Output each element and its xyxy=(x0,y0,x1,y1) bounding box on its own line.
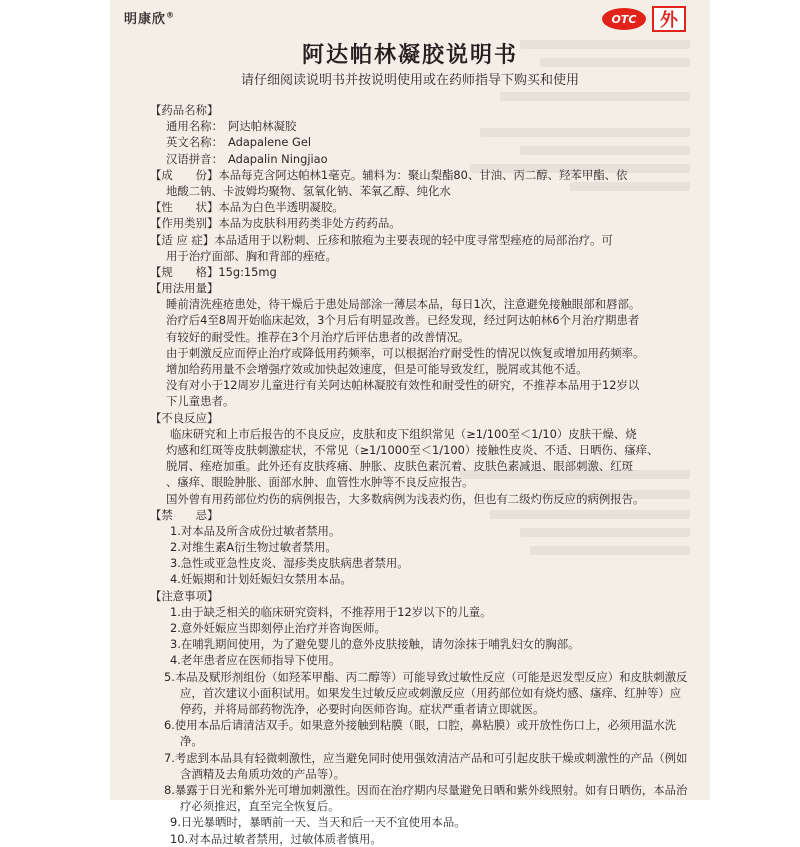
category-row: 【作用类别】本品为皮肤科用药类非处方药药品。 xyxy=(150,216,401,231)
precaution-item: 4.老年患者应在医师指导下使用。 xyxy=(170,653,341,668)
leaflet-sheet xyxy=(110,0,710,846)
usage-line: 睡前清洗痤疮患处，待干燥后于患处局部涂一薄层本品，每日1次，注意避免接触眼部和唇部。 xyxy=(166,297,641,312)
contraindication-item: 3.急性或亚急性皮炎、湿疹类皮肤病患者禁用。 xyxy=(170,556,409,571)
composition-row: 【成 份】本品每克含阿达帕林1毫克。辅料为：聚山梨酯80、甘油、丙二醇、羟苯甲酯、依 xyxy=(150,167,628,182)
section-header-contraindications: 【禁 忌】 xyxy=(150,507,219,522)
composition-row-2: 地酸二钠、卡波姆均聚物、氢氧化钠、苯氧乙醇、纯化水 xyxy=(166,183,451,198)
adverse-line: 脱屑、痤疮加重。此外还有皮肤疼痛、肿胀、皮肤色素沉着、皮肤色素减退、眼部刺激、红斑 xyxy=(166,459,634,474)
brand-logo: 明康欣® xyxy=(124,10,176,27)
usage-line: 增加给药用量不会增强疗效或加快起效速度，但是可能导致发红，脱屑或其他不适。 xyxy=(166,362,588,376)
contraindication-item: 2.对维生素A衍生物过敏者禁用。 xyxy=(170,540,337,555)
indications-row: 【适 应 症】本品适用于以粉刺、丘疹和脓疱为主要表现的轻中度寻常型痤疮的局部治疗。可 xyxy=(150,232,613,247)
character-row: 【性 状】本品为白色半透明凝胶。 xyxy=(150,200,344,215)
usage-line: 下儿童患者。 xyxy=(166,394,235,409)
precaution-item: 6.使用本品后请清洁双手。如果意外接触到粘膜（眼，口腔，鼻粘膜）或开放性伤口上，必须用温水洗净。 xyxy=(164,718,677,749)
page-subtitle: 请仔细阅读说明书并按说明使用或在药师指导下购买和使用 xyxy=(240,73,579,88)
section-header-drug-name: 【药品名称】 xyxy=(150,103,219,117)
precaution-item: 10.对本品过敏者禁用，过敏体质者慎用。 xyxy=(170,831,382,846)
usage-line: 有较好的耐受性。推荐在3个月治疗后评估患者的改善情况。 xyxy=(166,329,470,344)
precaution-item: 2.意外妊娠应当即刻停止治疗并咨询医师。 xyxy=(170,621,386,635)
usage-line: 由于刺激反应而停止治疗或降低用药频率，可以根据治疗耐受性的情况以恢复或增加用药频率。 xyxy=(166,345,645,360)
section-header-usage: 【用法用量】 xyxy=(150,281,219,296)
precaution-item: 5.本品及赋形剂组份（如羟苯甲酯、丙二醇等）可能导致过敏性反应（可能是迟发型反应）和皮肤刺激反应，首次建议小面积试用。如果发生过敏反应或刺激反应（用药部位如有烧灼感、瘙痒、红肿等）应停药，并将局部药物洗净，必要时向医师咨询。症状严重者请立即就医。 xyxy=(164,669,688,716)
indications-row-2: 用于治疗面部、胸和背部的痤疮。 xyxy=(166,248,337,263)
section-header-precautions: 【注意事项】 xyxy=(150,588,219,603)
precaution-item: 1.由于缺乏相关的临床研究资料，不推荐用于12岁以下的儿童。 xyxy=(170,604,492,619)
external-use-badge: 外 xyxy=(652,6,686,32)
english-name-row: 英文名称： Adapalene Gel xyxy=(166,135,312,150)
precaution-item: 8.暴露于日光和紫外光可增加刺激性。因而在治疗期内尽量避免日晒和紫外线照射。如有日晒伤，本品治疗必须推迟，直至完全恢复后。 xyxy=(164,782,688,814)
pinyin-name-row: 汉语拼音： Adapalin Ningjiao xyxy=(166,151,328,166)
badge-group xyxy=(602,6,686,32)
precaution-item: 9.日光暴晒时，暴晒前一天、当天和后一天不宜使用本品。 xyxy=(170,815,466,830)
usage-line: 没有对小于12周岁儿童进行有关阿达帕林凝胶有效性和耐受性的研究，不推荐本品用于12岁以 xyxy=(166,378,640,393)
adverse-line: 灼感和红斑等皮肤刺激症状，不常见（≥1/1000至＜1/100）接触性皮炎、不适、日晒伤、瘙痒、 xyxy=(166,442,659,457)
usage-line: 治疗后4至8周开始临床起效，3个月后有明显改善。已经发现，经过阿达帕林6个月治疗期患者 xyxy=(166,313,640,328)
leaflet-body xyxy=(150,102,690,847)
adverse-line: 临床研究和上市后报告的不良反应，皮肤和皮下组织常见（≥1/100至＜1/10）皮肤干燥、烧 xyxy=(170,426,637,441)
page-title: 阿达帕林凝胶说明书 xyxy=(301,43,518,68)
generic-name-row: 通用名称： 阿达帕林凝胶 xyxy=(166,119,297,134)
section-header-adverse: 【不良反应】 xyxy=(150,410,219,425)
adverse-line: 国外曾有用药部位灼伤的病例报告，大多数病例为浅表灼伤，但也有二级灼伤反应的病例报告。 xyxy=(166,491,645,506)
precaution-item: 7.考虑到本品具有轻微刺激性，应当避免同时使用强效清洁产品和可引起皮肤干燥或刺激性的产品（例如含酒精及去角质功效的产品等）。 xyxy=(164,750,688,781)
contraindication-item: 4.妊娠期和计划妊娠妇女禁用本品。 xyxy=(170,572,352,587)
adverse-line: 、瘙痒、眼睑肿胀、面部水肿、血管性水肿等不良反应报告。 xyxy=(166,475,474,490)
spec-row: 【规 格】15g:15mg xyxy=(150,264,277,279)
precaution-item: 3.在哺乳期间使用，为了避免婴儿的意外皮肤接触，请勿涂抹于哺乳妇女的胸部。 xyxy=(170,637,580,652)
contraindication-item: 1.对本品及所含成份过敏者禁用。 xyxy=(170,523,341,538)
otc-badge: OTC xyxy=(602,8,646,30)
